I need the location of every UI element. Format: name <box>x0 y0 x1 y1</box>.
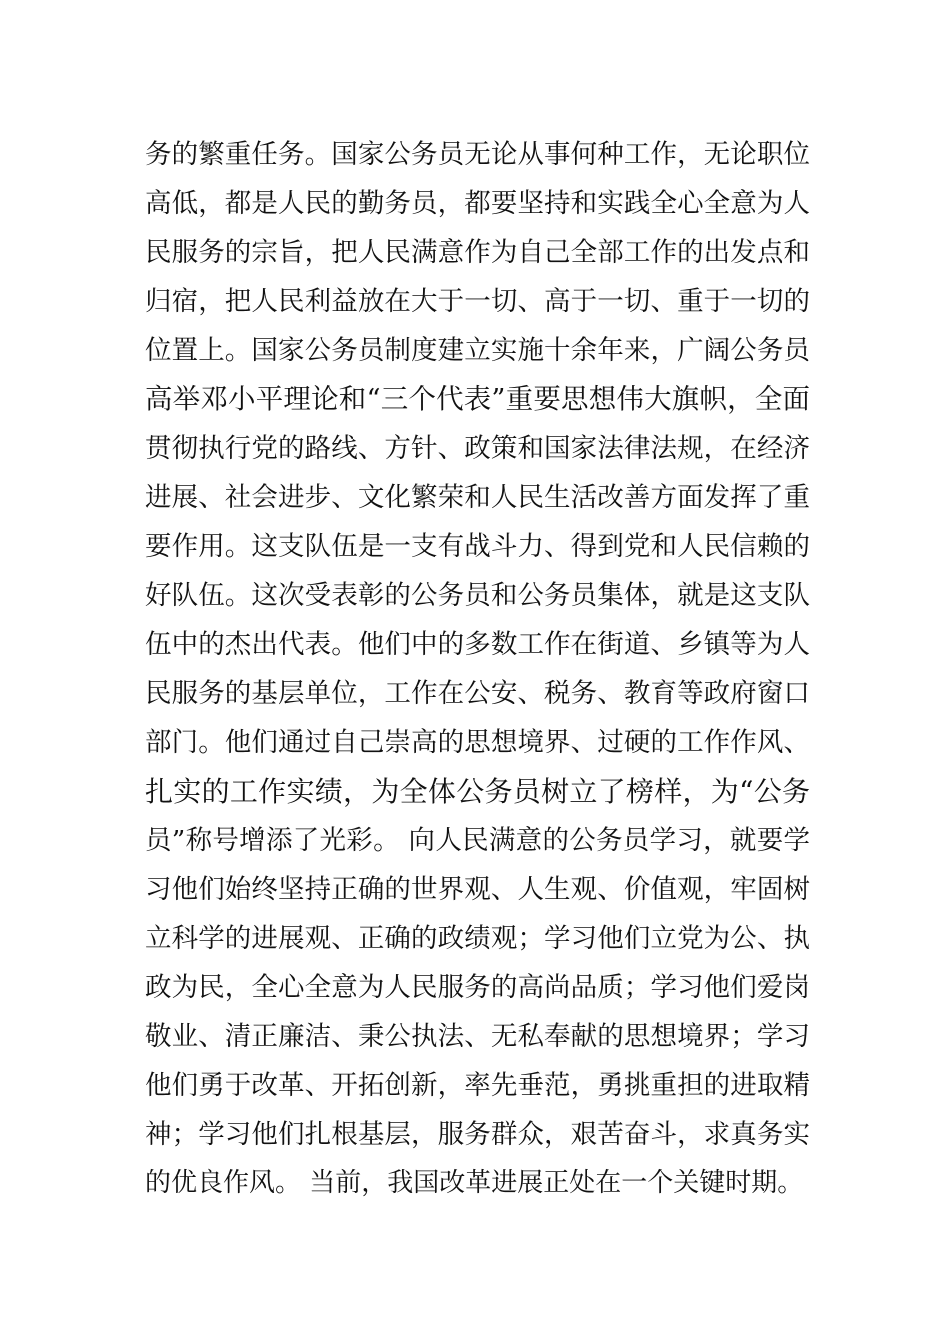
text-line: 归宿，把人民利益放在大于一切、高于一切、重于一切的 <box>145 286 810 317</box>
text-line: 神；学习他们扎根基层，服务群众，艰苦奋斗，求真务实 <box>145 1119 810 1150</box>
text-line: 要作用。这支队伍是一支有战斗力、得到党和人民信赖的 <box>145 531 810 562</box>
text-line: 位置上。国家公务员制度建立实施十余年来，广阔公务员 <box>145 335 810 366</box>
text-line: 政为民，全心全意为人民服务的高尚品质；学习他们爱岗 <box>145 972 810 1003</box>
text-line: 民服务的基层单位，工作在公安、税务、教育等政府窗口 <box>145 678 810 709</box>
text-line: 好队伍。这次受表彰的公务员和公务员集体，就是这支队 <box>145 580 810 611</box>
text-line: 习他们始终坚持正确的世界观、人生观、价值观，牢固树 <box>145 874 810 905</box>
text-line: 扎实的工作实绩，为全体公务员树立了榜样，为“公务 <box>145 775 810 808</box>
text-line: 高低，都是人民的勤务员，都要坚持和实践全心全意为人 <box>145 188 810 219</box>
text-line: 务的繁重任务。国家公务员无论从事何种工作，无论职位 <box>145 139 810 170</box>
text-line: 高举邓小平理论和“三个代表”重要思想伟大旗帜，全面 <box>145 383 810 415</box>
text-line: 敬业、清正廉洁、秉公执法、无私奉献的思想境界；学习 <box>145 1021 810 1052</box>
body-text <box>145 130 810 1208</box>
text-line: 民服务的宗旨，把人民满意作为自己全部工作的出发点和 <box>145 237 810 268</box>
text-line: 进展、社会进步、文化繁荣和人民生活改善方面发挥了重 <box>145 482 810 513</box>
text-line: 他们勇于改革、开拓创新，率先垂范，勇挑重担的进取精 <box>145 1070 810 1101</box>
text-line: 部门。他们通过自己崇高的思想境界、过硬的工作作风、 <box>145 727 810 758</box>
text-line: 伍中的杰出代表。他们中的多数工作在街道、乡镇等为人 <box>145 629 810 660</box>
text-line: 贯彻执行党的路线、方针、政策和国家法律法规，在经济 <box>145 433 810 464</box>
text-line: 的优良作风。 当前，我国改革进展正处在一个关键时期。 <box>145 1168 804 1198</box>
text-line: 立科学的进展观、正确的政绩观；学习他们立党为公、执 <box>145 923 810 954</box>
text-line: 员”称号增添了光彩。 向人民满意的公务员学习，就要学 <box>145 825 810 856</box>
